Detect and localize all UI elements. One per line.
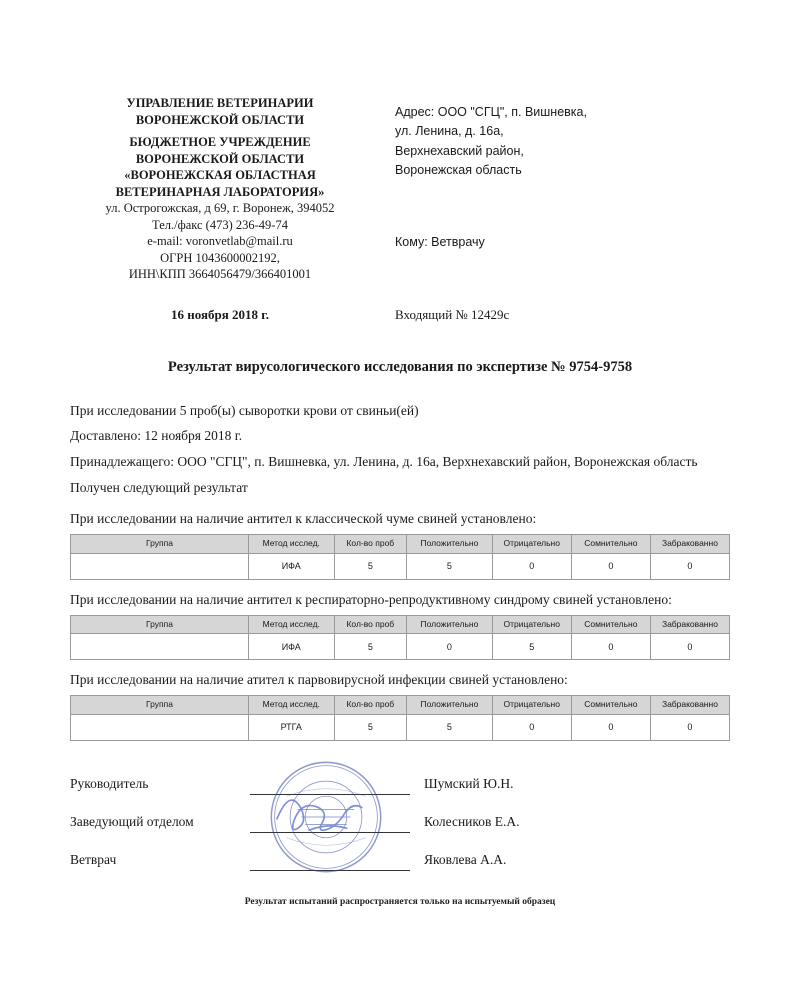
- recipient-address-line-4: Воронежская область: [395, 163, 522, 178]
- sample-info: При исследовании 5 проб(ы) сыворотки крови от свиньи(ей): [70, 402, 419, 418]
- lab-phone: Тел./факс (473) 236-49-74: [152, 217, 288, 232]
- signature-block: [70, 757, 730, 871]
- results-table-1: [70, 534, 730, 579]
- results-table-2: [70, 615, 730, 660]
- section-label-2: При исследовании на наличие антител к респираторно-репродуктивному синдрому свиней установлено:: [70, 591, 672, 607]
- cell-count: 5: [334, 634, 406, 660]
- table-row: [71, 634, 730, 660]
- col-count: Кол-во проб: [334, 615, 406, 633]
- document-header: [70, 95, 730, 283]
- cell-group: [71, 553, 249, 579]
- signature-row: [70, 833, 730, 871]
- col-negative: Отрицательно: [492, 615, 571, 633]
- document-date: 16 ноября 2018 г.: [171, 306, 269, 322]
- col-positive: Положительно: [407, 615, 493, 633]
- section-label-3: При исследовании на наличие атител к парвовирусной инфекции свиней установлено:: [70, 672, 568, 688]
- cell-positive: 5: [407, 553, 493, 579]
- lab-email: e-mail: voronvetlab@mail.ru: [147, 234, 293, 248]
- recipient-attention: Кому: Ветврачу: [395, 234, 485, 249]
- result-intro: Получен следующий результат: [70, 480, 248, 496]
- institution-line-1: БЮДЖЕТНОЕ УЧРЕЖДЕНИЕ: [129, 135, 311, 149]
- col-positive: Положительно: [407, 535, 493, 553]
- org-line-1: УПРАВЛЕНИЕ ВЕТЕРИНАРИИ: [126, 96, 314, 110]
- signature-role: Ветврач: [70, 851, 117, 867]
- col-method: Метод исслед.: [248, 615, 334, 633]
- cell-rejected: 0: [650, 553, 729, 579]
- signature-row: [70, 795, 730, 833]
- cell-count: 5: [334, 553, 406, 579]
- signature-role: Заведующий отделом: [70, 813, 194, 829]
- institution-line-3: «ВОРОНЕЖСКАЯ ОБЛАСТНАЯ: [124, 168, 316, 182]
- page-title: Результат вирусологического исследования по экспертизе № 9754-9758: [167, 358, 633, 375]
- cell-count: 5: [334, 714, 406, 740]
- col-negative: Отрицательно: [492, 535, 571, 553]
- signature-line: [250, 768, 410, 795]
- recipient-address-line-3: Верхнехавский район,: [395, 143, 524, 158]
- signature-name: Колесников Е.А.: [424, 813, 520, 829]
- col-doubtful: Сомнительно: [571, 535, 650, 553]
- col-group: Группа: [71, 535, 249, 553]
- col-method: Метод исслед.: [248, 535, 334, 553]
- cell-negative: 0: [492, 714, 571, 740]
- cell-doubtful: 0: [571, 714, 650, 740]
- cell-negative: 0: [492, 553, 571, 579]
- letterhead: [70, 95, 370, 283]
- institution-line-2: ВОРОНЕЖСКОЙ ОБЛАСТИ: [135, 151, 305, 166]
- cell-rejected: 0: [650, 634, 729, 660]
- col-rejected: Забракованно: [650, 696, 729, 714]
- lab-ogrn: ОГРН 1043600002192,: [160, 250, 280, 265]
- recipient-block: [395, 95, 587, 252]
- table-header-row: [71, 535, 730, 553]
- document-body: [70, 400, 730, 499]
- col-rejected: Забракованно: [650, 535, 729, 553]
- institution-line-4: ВЕТЕРИНАРНАЯ ЛАБОРАТОРИЯ»: [115, 184, 325, 199]
- owner-info: Принадлежащего: ООО "СГЦ", п. Вишневка, ул. Ленина, д. 16а, Верхнехавский район, Воронежская область: [70, 454, 698, 470]
- org-line-2: ВОРОНЕЖСКОЙ ОБЛАСТИ: [135, 112, 305, 127]
- cell-rejected: 0: [650, 714, 729, 740]
- table-row: [71, 553, 730, 579]
- col-doubtful: Сомнительно: [571, 696, 650, 714]
- col-count: Кол-во проб: [334, 696, 406, 714]
- incoming-number: Входящий № 12429с: [395, 306, 510, 322]
- table-row: [71, 714, 730, 740]
- table-header-row: [71, 615, 730, 633]
- cell-doubtful: 0: [571, 553, 650, 579]
- footnote: Результат испытаний распространяется только на испытуемый образец: [244, 896, 556, 907]
- col-count: Кол-во проб: [334, 535, 406, 553]
- cell-doubtful: 0: [571, 634, 650, 660]
- cell-group: [71, 714, 249, 740]
- cell-method: ИФА: [248, 634, 334, 660]
- signature-line: [250, 844, 410, 871]
- table-header-row: [71, 696, 730, 714]
- results-table-3: [70, 695, 730, 740]
- col-group: Группа: [71, 615, 249, 633]
- delivery-date: Доставлено: 12 ноября 2018 г.: [70, 428, 243, 444]
- col-negative: Отрицательно: [492, 696, 571, 714]
- signature-row: [70, 757, 730, 795]
- section-label-1: При исследовании на наличие антител к классической чуме свиней установлено:: [70, 510, 537, 526]
- institution-name: [70, 134, 370, 200]
- cell-positive: 0: [407, 634, 493, 660]
- lab-address: ул. Острогожская, д 69, г. Воронеж, 394052: [105, 201, 335, 215]
- recipient-address-line-2: ул. Ленина, д. 16а,: [395, 124, 504, 139]
- recipient-address-line-1: Адрес: ООО "СГЦ", п. Вишневка,: [395, 105, 587, 119]
- signature-line: [250, 806, 410, 833]
- cell-positive: 5: [407, 714, 493, 740]
- col-method: Метод исслед.: [248, 696, 334, 714]
- date-row: [70, 307, 730, 323]
- col-doubtful: Сомнительно: [571, 615, 650, 633]
- cell-method: РТГА: [248, 714, 334, 740]
- cell-group: [71, 634, 249, 660]
- col-positive: Положительно: [407, 696, 493, 714]
- cell-method: ИФА: [248, 553, 334, 579]
- signature-name: Шумский Ю.Н.: [424, 775, 514, 791]
- governing-body: [70, 95, 370, 128]
- lab-inn-kpp: ИНН\КПП 3664056479/366401001: [128, 267, 312, 281]
- signature-role: Руководитель: [70, 775, 149, 791]
- col-group: Группа: [71, 696, 249, 714]
- signature-name: Яковлева А.А.: [424, 851, 507, 867]
- col-rejected: Забракованно: [650, 615, 729, 633]
- cell-negative: 5: [492, 634, 571, 660]
